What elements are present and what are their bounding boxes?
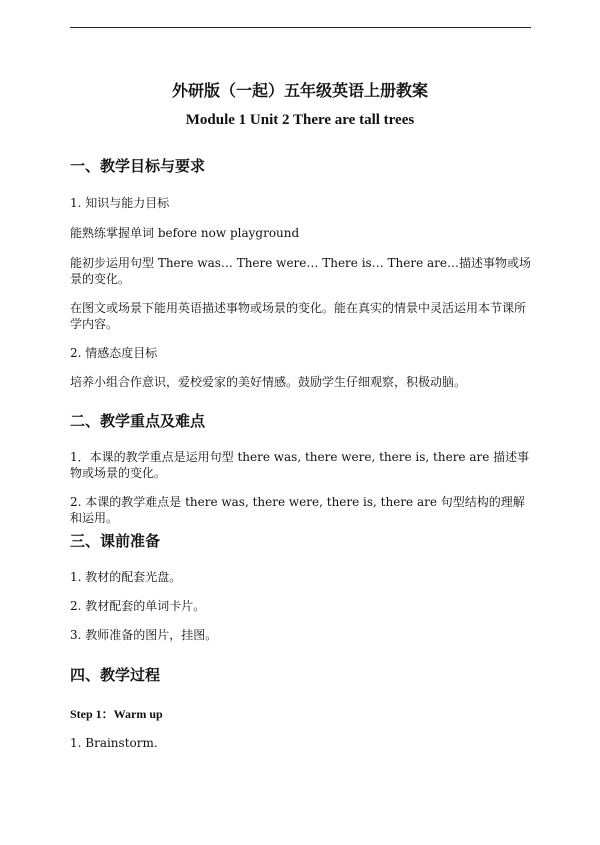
paragraph: 1. 知识与能力目标 bbox=[70, 196, 170, 210]
section-heading-key-points: 二、教学重点及难点 bbox=[70, 412, 206, 430]
list-item: 3. 教师准备的图片，挂图。 bbox=[70, 628, 218, 642]
paragraph: 在图文或场景下能用英语描述事物或场景的变化。能在真实的情景中灵活运用本节课所学内容。 bbox=[70, 301, 527, 331]
document-subtitle: Module 1 Unit 2 There are tall trees bbox=[185, 112, 415, 128]
paragraph: 2. 本课的教学难点是 there was, there were, there is, there are 句型结构的理解和运用。 bbox=[70, 495, 525, 525]
header-rule bbox=[70, 27, 531, 28]
paragraph: 2. 情感态度目标 bbox=[70, 346, 158, 360]
paragraph: 培养小组合作意识，爱校爱家的美好情感。鼓励学生仔细观察，积极动脑。 bbox=[70, 375, 467, 389]
list-item: 1. Brainstorm. bbox=[70, 736, 158, 750]
section-heading-preparation: 三、课前准备 bbox=[70, 532, 161, 550]
document-title: 外研版（一起）五年级英语上册教案 bbox=[171, 81, 428, 100]
section-heading-objectives: 一、教学目标与要求 bbox=[70, 157, 206, 175]
list-item: 2. 教材配套的单词卡片。 bbox=[70, 599, 206, 613]
step-heading: Step 1：Warm up bbox=[70, 707, 163, 721]
paragraph: 能初步运用句型 There was… There were… There is… There are…描述事物或场景的变化。 bbox=[70, 256, 531, 286]
section-heading-procedure: 四、教学过程 bbox=[70, 666, 161, 684]
list-item: 1. 教材的配套光盘。 bbox=[70, 570, 182, 584]
paragraph: 1．本课的教学重点是运用句型 there was, there were, there is, there are 描述事物或场景的变化。 bbox=[70, 450, 530, 480]
paragraph: 能熟练掌握单词 before now playground bbox=[70, 226, 300, 240]
